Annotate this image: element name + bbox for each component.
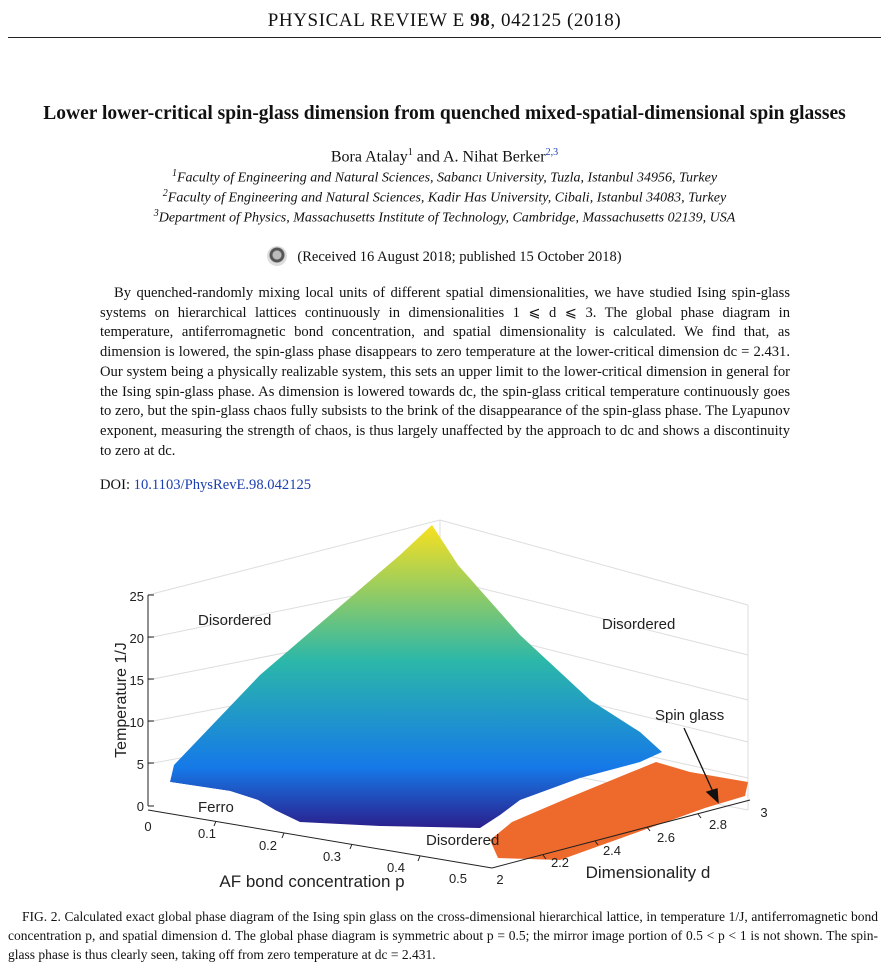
z-tick-0: 0 [136,799,144,814]
doi-link[interactable]: 10.1103/PhysRevE.98.042125 [133,477,312,493]
z-axis-label: Temperature 1/J [113,642,130,758]
d-tick-3: 3 [760,805,768,820]
d-tick-2: 2 [496,872,504,887]
label-ferro: Ferro [198,799,234,816]
paper-title: Lower lower-critical spin-glass dimension from quenched mixed-spatial-dimensional spin glasses [43,103,846,124]
d-tick-2.2: 2.2 [550,855,570,870]
author-1-affil: 1 [407,147,413,158]
z-tick-10: 10 [129,715,144,730]
author-2[interactable]: A. Nihat Berker [442,148,546,166]
author-2-affil-link[interactable]: 2,3 [545,147,559,158]
p-tick-0.1: 0.1 [197,826,217,841]
z-tick-20: 20 [129,631,144,646]
and-text: and [412,148,443,166]
header-rule [8,37,881,38]
p-tick-0.5: 0.5 [448,871,468,886]
affiliation-3: $^3$Department of Physics, Massachusetts Institute of Technology, Cambridge, Massachusetts 02139, USA [153,208,736,226]
journal-header [0,10,889,32]
p-tick-0: 0 [144,819,152,834]
label-disordered-left: Disordered [198,612,272,629]
z-tick-15: 15 [129,673,144,688]
figure-caption: FIG. 2. Calculated exact global phase diagram of the Ising spin glass on the cross-dimensional hierarchical lattice, in temperature 1/J, antiferromagnetic bond concentration p, and spatial dimension d. The global phase diagram is symmetric about p = 0.5; the mirror image portion of 0.5 < p < 1 is not shown. The spin-glass phase is thus clearly seen, taking off from zero temperature at dc = 2.431. [8,909,878,962]
d-tick-2.6: 2.6 [656,830,676,845]
label-disordered-bottom: Disordered [426,832,500,849]
z-tick-25: 25 [129,589,144,604]
z-axis [148,595,154,806]
journal-volume: 98 [470,10,491,31]
phase-diagram-plot [0,510,889,900]
doi-line: DOI: 10.1103/PhysRevE.98.042125 [100,477,312,493]
d-tick-2.4: 2.4 [602,843,622,858]
journal-name: PHYSICAL REVIEW E [267,10,465,31]
d-axis-label: Dimensionality d [585,863,711,882]
label-disordered-right: Disordered [602,616,676,633]
affiliation-1: $^1$Faculty of Engineering and Natural Sciences, Sabancı University, Tuzla, Istanbul 34956, Turkey [171,168,718,186]
figure-2 [0,510,889,905]
affiliation-2: $^2$Faculty of Engineering and Natural Sciences, Kadir Has University, Cibali, Istanbul 34083, Turkey [162,188,727,206]
article-number: , 042125 (2018) [490,10,622,31]
author-line [0,147,889,166]
p-axis-label: AF bond concentration p [219,872,405,891]
p-tick-0.4: 0.4 [386,860,406,875]
p-tick-0.2: 0.2 [258,838,278,853]
crossmark-icon[interactable] [267,246,287,266]
d-tick-2.8: 2.8 [708,817,728,832]
received-line [0,246,889,266]
label-spin-glass: Spin glass [655,707,725,724]
author-1[interactable]: Bora Atalay [330,148,408,166]
z-tick-5: 5 [136,757,144,772]
p-tick-0.3: 0.3 [322,849,342,864]
received-dates: (Received 16 August 2018; published 15 October 2018) [297,249,622,265]
abstract: By quenched-randomly mixing local units of different spatial dimensionalities, we have studied Ising spin-glass systems on hierarchical lattices continuously in dimensionalities 1 ⩽ d ⩽ 3. The global phase diagram in temperature, antiferromagnetic bond concentration, and spatial dimensionality is calculated. We find that, as dimension is lowered, the spin-glass phase disappears to zero temperature at the lower-critical dimension dc = 2.431. Our system being a physically realizable system, this sets an upper limit to the lower-critical dimension in general for the Ising spin-glass phase. As dimension is lowered towards dc, the spin-glass critical temperature continuously goes to zero, but the spin-glass chaos fully subsists to the brink of the disappearance of the spin-glass phase. The Lyapunov exponent, measuring the strength of chaos, is thus largely unaffected by the approach to dc and shows a discontinuity to zero at dc. [100,285,790,459]
